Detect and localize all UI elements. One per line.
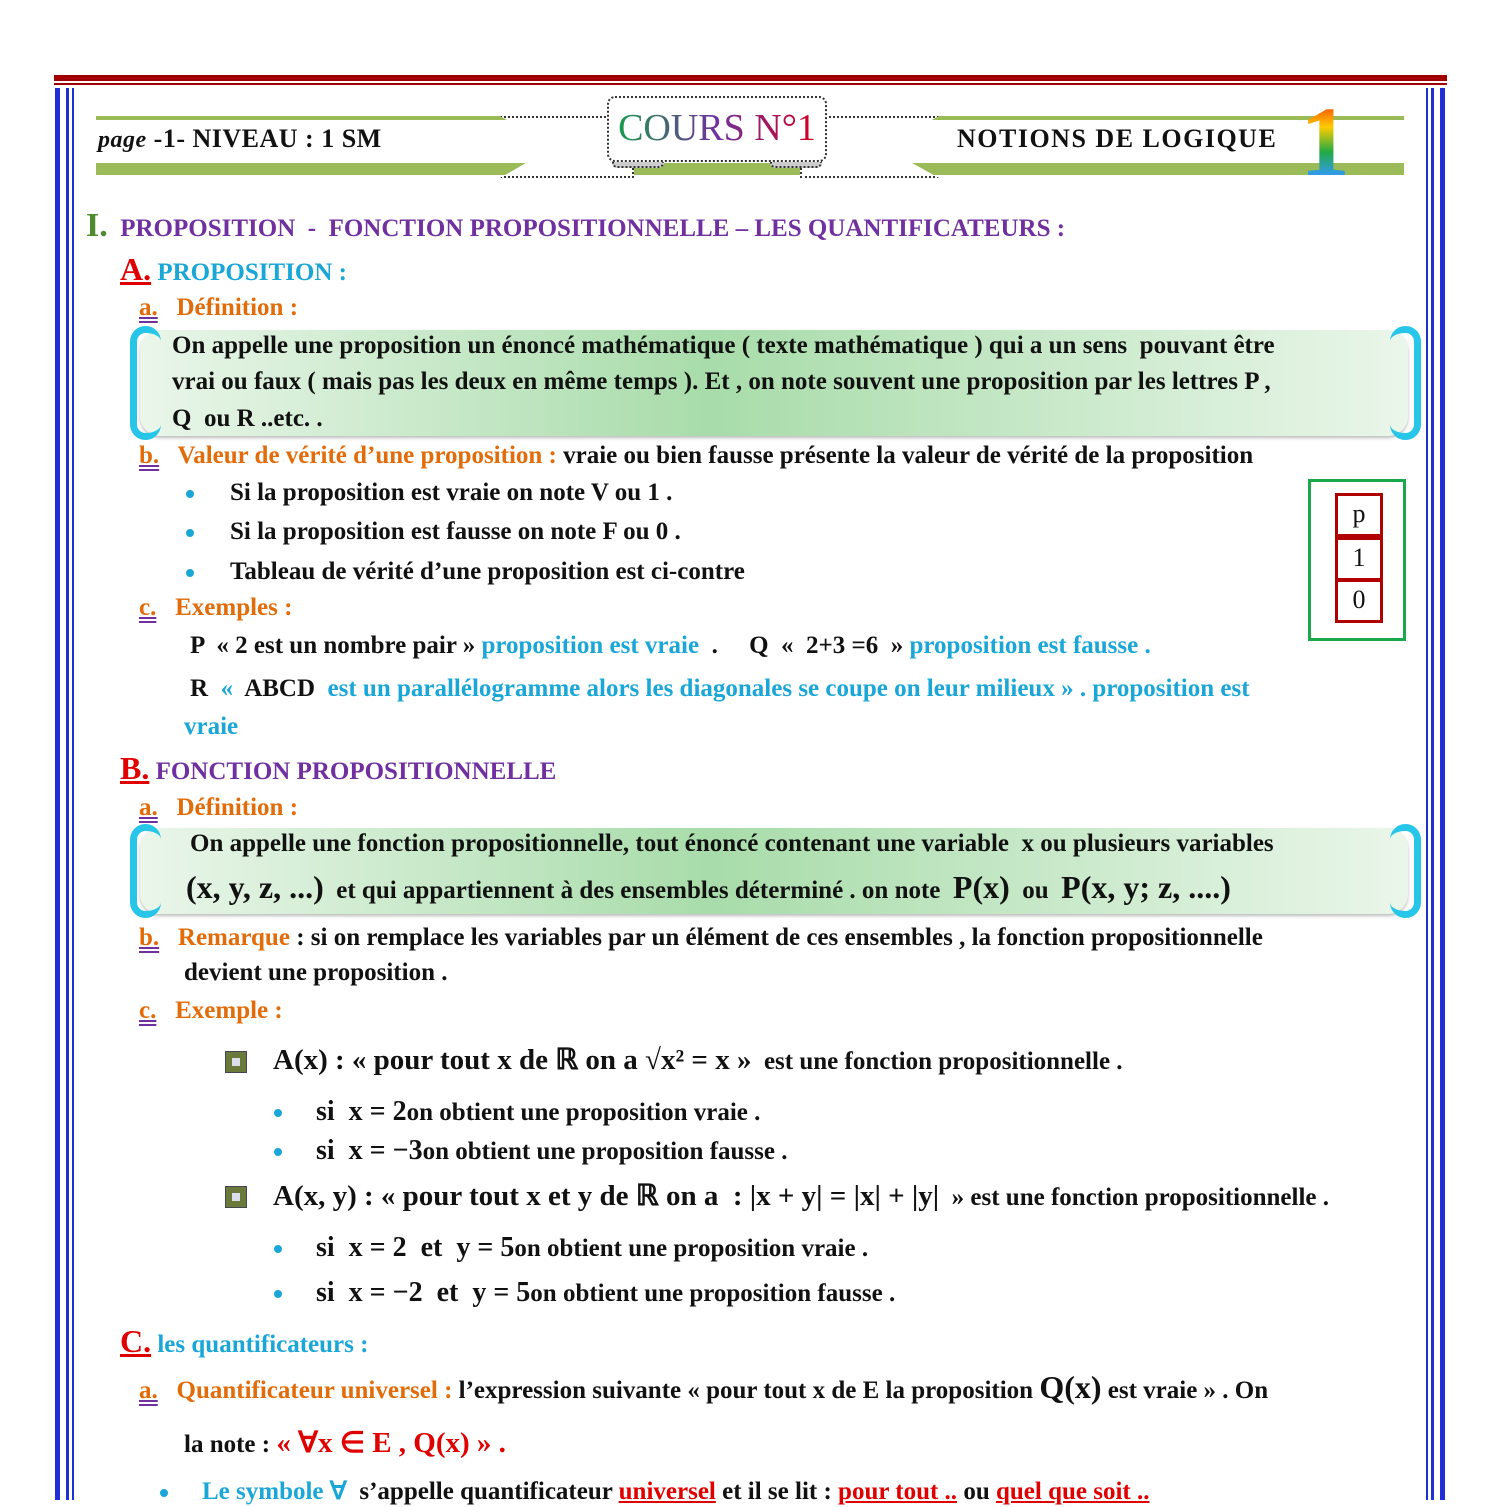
definition-text: [172, 367, 1271, 397]
bracket-left: [130, 326, 161, 440]
right-border-inner2: [1426, 88, 1428, 1500]
bullet-icon: [186, 569, 194, 577]
page-word: page: [98, 127, 147, 153]
text-segment: P « 2 est un nombre pair »: [190, 632, 482, 659]
left-border: [55, 88, 60, 1500]
text-segment: Valeur de vérité d’une proposition :: [159, 442, 564, 469]
chapter-title: NOTIONS DE LOGIQUE: [957, 124, 1278, 153]
text-segment: si x = 2: [316, 1096, 407, 1127]
subsection-example: [139, 996, 283, 1026]
text-segment: Tableau de vérité d’une proposition est ci-contre: [230, 558, 745, 585]
text-segment: P(x, y; z, ....): [1061, 869, 1231, 905]
text-segment: proposition est vraie: [481, 632, 700, 659]
subsection-remark: [139, 923, 1263, 953]
text-segment: «: [220, 675, 245, 702]
text-segment: si x = −2 et y = 5: [316, 1277, 531, 1308]
text-segment: on obtient une proposition fausse .: [530, 1280, 896, 1307]
text-segment: vraie ou bien fausse présente la valeur de vérité de la proposition: [563, 442, 1254, 469]
text-segment: Exemples :: [156, 594, 293, 621]
example-R-cont: [184, 712, 238, 742]
bullet-text: [316, 1233, 868, 1264]
text-segment: C.: [120, 1323, 152, 1359]
text-segment: et il se lit :: [715, 1478, 839, 1505]
item-label: a.: [139, 794, 158, 821]
bullet-text: [316, 1097, 760, 1128]
bullet-icon: [274, 1109, 282, 1117]
text-segment: A.: [120, 251, 152, 287]
item-label: c.: [139, 997, 157, 1024]
example-P: [190, 631, 1151, 661]
item-label: b.: [139, 924, 160, 951]
bullet-icon: [186, 490, 194, 498]
text-segment: ABCD: [244, 675, 328, 702]
right-border: [1440, 88, 1445, 1500]
example-R: [190, 674, 1250, 704]
example-1: [273, 1045, 1123, 1077]
text-segment: PROPOSITION :: [151, 259, 347, 286]
bracket-right: [1390, 326, 1421, 440]
text-segment: P(x): [952, 869, 1010, 905]
text-segment: Q ou R ..etc. .: [172, 405, 323, 432]
text-segment: vraie: [184, 713, 239, 740]
item-label: a.: [139, 294, 158, 321]
square-bullet-icon: [225, 1186, 247, 1208]
subsection-universal-quantifier: [139, 1369, 1269, 1406]
text-segment: . Q « 2+3 =6 »: [699, 632, 910, 659]
text-segment: R: [190, 675, 221, 702]
text-segment: les quantificateurs :: [151, 1331, 369, 1358]
level-label: NIVEAU : 1 SM: [192, 124, 382, 153]
text-segment: on obtient une proposition vraie .: [406, 1099, 761, 1126]
page-number: -1-: [153, 124, 186, 153]
text-segment: A(x) : « pour tout x de ℝ on a √x² = x »: [273, 1044, 752, 1076]
section-I-heading: [86, 207, 1066, 244]
square-bullet-icon: [225, 1051, 247, 1073]
definition-text: [186, 869, 1231, 906]
text-segment: s’appelle quantificateur: [359, 1478, 619, 1505]
bracket-right: [1390, 824, 1421, 918]
text-segment: on obtient une proposition fausse .: [422, 1138, 788, 1165]
bullet-text: [230, 517, 681, 547]
text-segment: universel: [618, 1478, 716, 1505]
text-segment: si x = 2 et y = 5: [316, 1232, 515, 1263]
bullet-text: [230, 557, 745, 587]
text-segment: A(x, y) : « pour tout x et y de ℝ on a : |x + y| = |x| + |y|: [273, 1180, 940, 1212]
text-segment: Le symbole ∀: [202, 1478, 360, 1505]
right-border-inner: [1431, 88, 1434, 1500]
text-segment: Q(x): [1039, 1369, 1102, 1405]
text-segment: On appelle une proposition un énoncé mathématique ( texte mathématique ) qui a un sens pouvant être: [172, 332, 1275, 359]
text-segment: B.: [120, 750, 150, 786]
left-border-inner2: [72, 88, 74, 1500]
text-segment: Remarque: [159, 924, 290, 951]
truth-table-cell: 0: [1335, 579, 1383, 623]
bracket-left: [130, 824, 161, 918]
section-A-heading: [120, 251, 347, 288]
item-label: a.: [139, 1377, 158, 1404]
text-segment: si x = −3: [316, 1135, 423, 1166]
text-segment: et qui appartiennent à des ensembles déterminé . on note: [323, 877, 953, 904]
text-segment: » est une fonction propositionnelle .: [939, 1184, 1329, 1211]
text-segment: est une fonction propositionnelle .: [751, 1048, 1123, 1075]
text-segment: ou: [957, 1478, 996, 1505]
bullet-icon: [274, 1290, 282, 1298]
bullet-icon: [274, 1245, 282, 1253]
top-rule: [54, 75, 1447, 81]
item-label: c.: [139, 594, 157, 621]
left-border-inner: [66, 88, 69, 1500]
text-segment: proposition est fausse .: [909, 632, 1151, 659]
bullet-text: [316, 1136, 788, 1167]
bullet-icon: [160, 1489, 168, 1497]
bullet-icon: [186, 529, 194, 537]
remark-cont: [184, 958, 447, 988]
truth-table-header: p: [1335, 493, 1383, 537]
text-segment: On appelle une fonction propositionnelle, tout énoncé contenant une variable x ou plusieurs variables: [190, 830, 1274, 857]
text-segment: on obtient une proposition vraie .: [514, 1235, 869, 1262]
text-segment: Définition :: [157, 294, 299, 321]
text-segment: pour tout ..: [838, 1478, 958, 1505]
text-segment: Exemple :: [156, 997, 283, 1024]
text-segment: I.: [86, 207, 108, 244]
subsection-definition: [139, 293, 298, 323]
text-segment: : si on remplace les variables par un élément de ces ensembles , la fonction propositionnelle: [289, 924, 1263, 951]
text-segment: quel que soit ..: [995, 1478, 1150, 1505]
subsection-truth-value: [139, 441, 1253, 471]
text-segment: « ∀x ∈ E , Q(x) » .: [276, 1427, 506, 1459]
bullet-text: [230, 478, 672, 508]
definition-text: [190, 829, 1274, 859]
section-C-heading: [120, 1323, 369, 1360]
subsection-examples: [139, 593, 292, 623]
text-segment: Si la proposition est fausse on note F ou 0 .: [230, 518, 681, 545]
text-segment: FONCTION PROPOSITIONNELLE: [149, 758, 557, 785]
text-segment: Si la proposition est vraie on note V ou 1 .: [230, 479, 673, 506]
text-segment: est vraie » . On: [1101, 1377, 1269, 1404]
section-B-heading: [120, 750, 557, 787]
bullet-icon: [274, 1148, 282, 1156]
big-number-logo: 1: [1300, 86, 1350, 197]
example-2: [273, 1181, 1329, 1213]
item-label: b.: [139, 442, 160, 469]
quantifier-notation: [184, 1428, 506, 1460]
text-segment: l’expression suivante « pour tout x de E la proposition: [458, 1377, 1040, 1404]
text-segment: ou: [1009, 877, 1062, 904]
text-segment: devient une proposition .: [184, 959, 448, 986]
course-number: COURS N°1: [607, 96, 827, 162]
top-rule-thin: [54, 83, 1447, 85]
text-segment: vrai ou faux ( mais pas les deux en même temps ). Et , on note souvent une proposition par les lettres P ,: [172, 368, 1271, 395]
subsection-definition: [139, 793, 298, 823]
text-segment: Définition :: [157, 794, 299, 821]
text-segment: Quantificateur universel :: [157, 1377, 459, 1404]
header-bar-bottom: [96, 163, 1404, 175]
definition-text: [172, 404, 323, 434]
bullet-text: [316, 1278, 895, 1309]
text-segment: (x, y, z, ...): [186, 869, 324, 905]
text-segment: la note :: [184, 1431, 277, 1458]
text-segment: PROPOSITION - FONCTION PROPOSITIONNELLE – LES QUANTIFICATEURS :: [107, 215, 1066, 242]
text-segment: est un parallélogramme alors les diagonales se coupe on leur milieux » . proposition est: [327, 675, 1250, 702]
quantifier-symbol-text: [202, 1477, 1149, 1507]
truth-table-cell: 1: [1335, 537, 1383, 581]
definition-text: [172, 331, 1275, 361]
